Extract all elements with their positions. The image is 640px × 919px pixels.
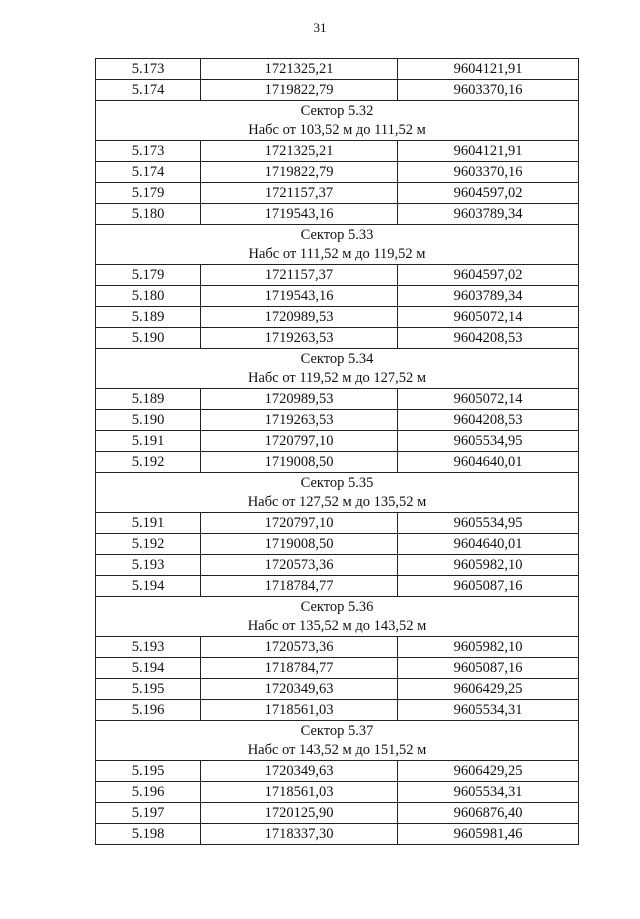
y-coordinate-cell: 9606876,40 xyxy=(398,803,579,824)
x-coordinate-cell: 1720349,63 xyxy=(201,761,398,782)
point-number-cell: 5.190 xyxy=(96,410,201,431)
y-coordinate-cell: 9605534,95 xyxy=(398,431,579,452)
x-coordinate-cell: 1719822,79 xyxy=(201,162,398,183)
x-coordinate-cell: 1720349,63 xyxy=(201,679,398,700)
sector-header xyxy=(96,349,579,389)
x-coordinate-cell: 1721325,21 xyxy=(201,141,398,162)
sector-header xyxy=(96,225,579,265)
x-coordinate-cell: 1721157,37 xyxy=(201,265,398,286)
sector-header-row xyxy=(96,225,579,265)
sector-height-range: Набс от 111,52 м до 119,52 м xyxy=(248,245,426,262)
point-number-cell: 5.196 xyxy=(96,782,201,803)
table-row xyxy=(96,824,579,845)
point-number-cell: 5.192 xyxy=(96,452,201,473)
table-row xyxy=(96,534,579,555)
coordinates-table xyxy=(95,58,579,845)
page-number: 31 xyxy=(313,20,327,35)
x-coordinate-cell: 1718561,03 xyxy=(201,700,398,721)
x-coordinate-cell: 1720125,90 xyxy=(201,803,398,824)
point-number-cell: 5.196 xyxy=(96,700,201,721)
point-number-cell: 5.190 xyxy=(96,328,201,349)
point-number-cell: 5.194 xyxy=(96,658,201,679)
y-coordinate-cell: 9603789,34 xyxy=(398,286,579,307)
table-row xyxy=(96,700,579,721)
point-number-cell: 5.195 xyxy=(96,679,201,700)
sector-header-row xyxy=(96,597,579,637)
x-coordinate-cell: 1718337,30 xyxy=(201,824,398,845)
y-coordinate-cell: 9605072,14 xyxy=(398,307,579,328)
point-number-cell: 5.191 xyxy=(96,431,201,452)
sector-header-row xyxy=(96,473,579,513)
x-coordinate-cell: 1721157,37 xyxy=(201,183,398,204)
y-coordinate-cell: 9604208,53 xyxy=(398,328,579,349)
table-row xyxy=(96,328,579,349)
y-coordinate-cell: 9605534,95 xyxy=(398,513,579,534)
y-coordinate-cell: 9606429,25 xyxy=(398,679,579,700)
point-number-cell: 5.180 xyxy=(96,286,201,307)
y-coordinate-cell: 9605982,10 xyxy=(398,555,579,576)
point-number-cell: 5.189 xyxy=(96,307,201,328)
point-number-cell: 5.173 xyxy=(96,141,201,162)
x-coordinate-cell: 1718561,03 xyxy=(201,782,398,803)
point-number-cell: 5.195 xyxy=(96,761,201,782)
y-coordinate-cell: 9603789,34 xyxy=(398,204,579,225)
y-coordinate-cell: 9603370,16 xyxy=(398,162,579,183)
sector-title: Сектор 5.34 xyxy=(300,350,374,367)
x-coordinate-cell: 1719822,79 xyxy=(201,80,398,101)
table-row xyxy=(96,389,579,410)
table-row xyxy=(96,576,579,597)
table-row xyxy=(96,410,579,431)
table-row xyxy=(96,637,579,658)
y-coordinate-cell: 9605087,16 xyxy=(398,658,579,679)
point-number-cell: 5.179 xyxy=(96,183,201,204)
x-coordinate-cell: 1719543,16 xyxy=(201,286,398,307)
y-coordinate-cell: 9604640,01 xyxy=(398,452,579,473)
sector-title: Сектор 5.37 xyxy=(300,722,374,739)
point-number-cell: 5.198 xyxy=(96,824,201,845)
point-number-cell: 5.173 xyxy=(96,59,201,80)
y-coordinate-cell: 9606429,25 xyxy=(398,761,579,782)
x-coordinate-cell: 1719263,53 xyxy=(201,328,398,349)
sector-height-range: Набс от 143,52 м до 151,52 м xyxy=(247,741,427,758)
x-coordinate-cell: 1720797,10 xyxy=(201,513,398,534)
y-coordinate-cell: 9604640,01 xyxy=(398,534,579,555)
sector-title: Сектор 5.35 xyxy=(300,474,374,491)
table-row xyxy=(96,452,579,473)
y-coordinate-cell: 9605982,10 xyxy=(398,637,579,658)
table-row xyxy=(96,431,579,452)
sector-height-range: Набс от 135,52 м до 143,52 м xyxy=(247,617,427,634)
sector-header-row xyxy=(96,349,579,389)
y-coordinate-cell: 9604208,53 xyxy=(398,410,579,431)
point-number-cell: 5.192 xyxy=(96,534,201,555)
sector-header xyxy=(96,473,579,513)
point-number-cell: 5.179 xyxy=(96,265,201,286)
y-coordinate-cell: 9605534,31 xyxy=(398,700,579,721)
x-coordinate-cell: 1718784,77 xyxy=(201,658,398,679)
x-coordinate-cell: 1719008,50 xyxy=(201,534,398,555)
y-coordinate-cell: 9605072,14 xyxy=(398,389,579,410)
y-coordinate-cell: 9603370,16 xyxy=(398,80,579,101)
table-row xyxy=(96,555,579,576)
table-row xyxy=(96,141,579,162)
sector-height-range: Набс от 119,52 м до 127,52 м xyxy=(247,369,427,386)
x-coordinate-cell: 1719008,50 xyxy=(201,452,398,473)
sector-height-range: Набс от 103,52 м до 111,52 м xyxy=(248,121,426,138)
point-number-cell: 5.194 xyxy=(96,576,201,597)
sector-header-row xyxy=(96,721,579,761)
sector-height-range: Набс от 127,52 м до 135,52 м xyxy=(247,493,427,510)
table-row xyxy=(96,59,579,80)
y-coordinate-cell: 9604121,91 xyxy=(398,59,579,80)
table-row xyxy=(96,183,579,204)
table-row xyxy=(96,265,579,286)
point-number-cell: 5.180 xyxy=(96,204,201,225)
point-number-cell: 5.193 xyxy=(96,555,201,576)
x-coordinate-cell: 1720797,10 xyxy=(201,431,398,452)
table-row xyxy=(96,204,579,225)
table-row xyxy=(96,286,579,307)
y-coordinate-cell: 9604597,02 xyxy=(398,265,579,286)
x-coordinate-cell: 1720989,53 xyxy=(201,389,398,410)
y-coordinate-cell: 9605534,31 xyxy=(398,782,579,803)
sector-header xyxy=(96,101,579,141)
point-number-cell: 5.191 xyxy=(96,513,201,534)
sector-header-row xyxy=(96,101,579,141)
table-row xyxy=(96,782,579,803)
x-coordinate-cell: 1721325,21 xyxy=(201,59,398,80)
coordinates-table-body xyxy=(96,59,579,845)
table-row xyxy=(96,307,579,328)
x-coordinate-cell: 1718784,77 xyxy=(201,576,398,597)
table-row xyxy=(96,679,579,700)
point-number-cell: 5.189 xyxy=(96,389,201,410)
point-number-cell: 5.174 xyxy=(96,80,201,101)
x-coordinate-cell: 1719543,16 xyxy=(201,204,398,225)
x-coordinate-cell: 1720573,36 xyxy=(201,637,398,658)
y-coordinate-cell: 9604121,91 xyxy=(398,141,579,162)
table-row xyxy=(96,658,579,679)
sector-header xyxy=(96,721,579,761)
y-coordinate-cell: 9605087,16 xyxy=(398,576,579,597)
x-coordinate-cell: 1720573,36 xyxy=(201,555,398,576)
x-coordinate-cell: 1720989,53 xyxy=(201,307,398,328)
sector-title: Сектор 5.32 xyxy=(300,102,374,119)
table-row xyxy=(96,80,579,101)
sector-header xyxy=(96,597,579,637)
table-row xyxy=(96,761,579,782)
point-number-cell: 5.174 xyxy=(96,162,201,183)
y-coordinate-cell: 9604597,02 xyxy=(398,183,579,204)
y-coordinate-cell: 9605981,46 xyxy=(398,824,579,845)
sector-title: Сектор 5.33 xyxy=(300,226,374,243)
table-row xyxy=(96,803,579,824)
sector-title: Сектор 5.36 xyxy=(300,598,374,615)
point-number-cell: 5.197 xyxy=(96,803,201,824)
x-coordinate-cell: 1719263,53 xyxy=(201,410,398,431)
table-row xyxy=(96,513,579,534)
table-row xyxy=(96,162,579,183)
point-number-cell: 5.193 xyxy=(96,637,201,658)
